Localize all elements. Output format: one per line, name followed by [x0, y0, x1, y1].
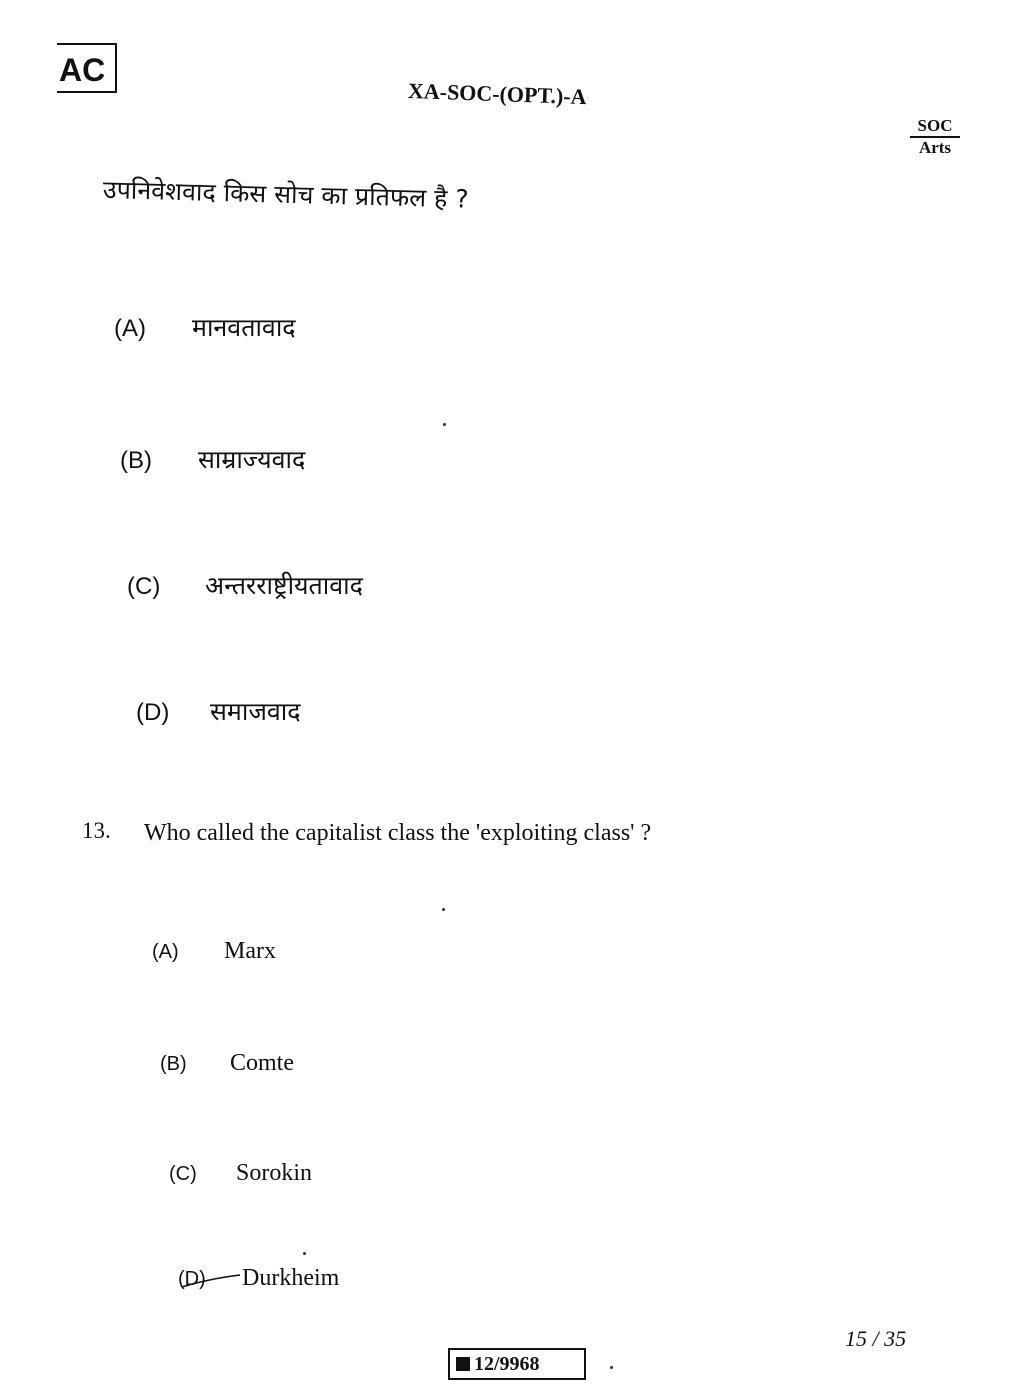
- handwritten-strike-mark: [178, 1265, 258, 1295]
- q13-option-a: [152, 938, 276, 965]
- option-letter: (B): [120, 447, 152, 474]
- q13-option-b: [160, 1050, 294, 1077]
- option-letter: (D): [136, 699, 170, 726]
- q12-option-b: [120, 442, 305, 476]
- stream-label: Arts: [918, 138, 952, 157]
- option-text: अन्तरराष्ट्रीयतावाद: [205, 571, 363, 600]
- q12-option-c: [127, 568, 363, 602]
- q13-option-d: [178, 1265, 339, 1292]
- option-letter: (C): [127, 573, 161, 600]
- option-text: मानवतावाद: [192, 313, 296, 342]
- scan-speck: [443, 423, 446, 426]
- q12-option-a: [114, 310, 296, 344]
- booklet-code-box: [448, 1348, 586, 1380]
- q12-option-d: [136, 694, 301, 728]
- subject-label: SOC: [910, 116, 960, 138]
- booklet-code: 12/9968: [474, 1353, 540, 1375]
- option-text: Marx: [224, 938, 276, 964]
- option-text: Durkheim: [242, 1265, 340, 1291]
- square-bullet-icon: [456, 1357, 470, 1371]
- option-letter: (C): [169, 1163, 197, 1185]
- option-letter: (A): [114, 315, 146, 342]
- paper-code: XA-SOC-(OPT.)-A: [407, 78, 587, 110]
- page-number: 15 / 35: [845, 1326, 907, 1351]
- option-letter: (D): [178, 1268, 206, 1290]
- subject-block: [910, 116, 960, 158]
- option-text: समाजवाद: [210, 697, 301, 726]
- option-text: Sorokin: [236, 1160, 313, 1186]
- scan-speck: [610, 1366, 613, 1369]
- question-13-number: 13.: [82, 818, 111, 843]
- q13-option-c: [169, 1160, 312, 1187]
- option-letter: (A): [152, 941, 179, 963]
- set-code-box: AC: [57, 43, 117, 93]
- question-13-text: Who called the capitalist class the 'exploiting class' ?: [144, 820, 652, 846]
- option-text: Comte: [230, 1050, 294, 1076]
- scan-speck: [303, 1252, 306, 1255]
- option-text: साम्राज्यवाद: [198, 445, 306, 474]
- question-12-text: उपनिवेशवाद किस सोच का प्रतिफल है ?: [102, 175, 469, 214]
- scan-speck: [442, 908, 445, 911]
- option-letter: (B): [160, 1053, 187, 1075]
